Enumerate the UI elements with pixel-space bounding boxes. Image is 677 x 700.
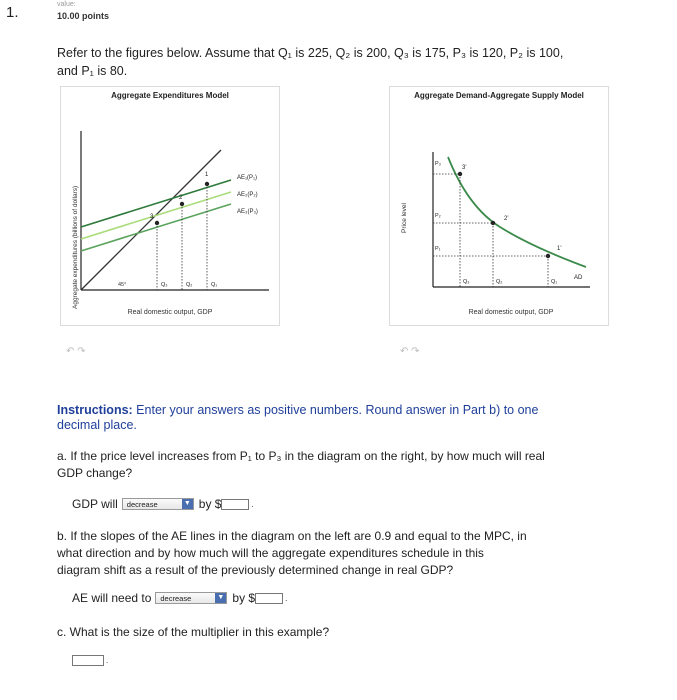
- ae-point-2-label: 2: [179, 195, 183, 201]
- part-a-amount-input[interactable]: [221, 499, 249, 510]
- ad-label: AD: [574, 275, 583, 281]
- prompt-line-2: and P₁ is 80.: [57, 64, 128, 78]
- adas-xlabel: Real domestic output, GDP: [468, 309, 554, 316]
- part-c-answer-row: .: [72, 655, 108, 666]
- adas-undo-redo-icon[interactable]: ↶ ↷: [400, 346, 420, 357]
- part-b-select-value: decrease: [160, 593, 192, 603]
- ae-tick-q1: Q₁: [211, 282, 218, 288]
- part-a-question: [57, 448, 567, 482]
- ae-point-3-label: 3: [150, 214, 154, 220]
- part-c-question: [57, 624, 567, 641]
- part-b-lead: AE will need to: [72, 591, 152, 605]
- ae2-line: [81, 192, 231, 239]
- ae-ylabel: Aggregate expenditures (billions of dollars): [72, 185, 79, 309]
- adas-ytick-p3: P₃: [435, 161, 441, 167]
- ae-model-svg: [61, 87, 279, 325]
- ae-undo-redo-icon[interactable]: ↶ ↷: [66, 346, 86, 357]
- ae-model-title: Aggregate Expenditures Model: [111, 91, 229, 100]
- ae-model-figure: [60, 86, 280, 326]
- dropdown-arrow-icon: ▼: [182, 499, 193, 509]
- adas-ytick-p2: P₂: [435, 213, 441, 219]
- adas-xtick-q1: Q₁: [551, 279, 558, 285]
- ae1-label: AE₁(P₁): [237, 175, 258, 181]
- adas-ylabel: Price level: [401, 203, 408, 233]
- ae-45-label: 45°: [118, 282, 127, 288]
- instructions-label: Instructions:: [57, 403, 133, 417]
- instructions-text: Enter your answers as positive numbers. Round answer in Part b) to one: [132, 403, 539, 417]
- question-number: 1.: [6, 4, 19, 21]
- prompt-line-1: Refer to the figures below. Assume that Q₁ is 225, Q₂ is 200, Q₃ is 175, P₃ is 120, P₂ is 100,: [57, 46, 564, 60]
- part-a-lead: GDP will: [72, 497, 118, 511]
- ae-point-1-label: 1: [205, 172, 209, 178]
- points-label: 10.00 points: [57, 11, 110, 21]
- part-b-amount-input[interactable]: [255, 593, 283, 604]
- dropdown-arrow-icon: ▼: [215, 593, 226, 603]
- ae1-line: [81, 180, 231, 227]
- part-a-direction-select[interactable]: [122, 498, 194, 510]
- adas-point-2-label: 2': [504, 216, 509, 222]
- part-c-multiplier-input[interactable]: [72, 655, 104, 666]
- question-prompt: [57, 44, 577, 80]
- adas-xtick-q3: Q₃: [463, 279, 470, 285]
- part-b-by-label: by $: [232, 591, 256, 605]
- ae3-line: [81, 204, 231, 251]
- part-b-question: [57, 528, 567, 579]
- part-a-line-2: GDP change?: [57, 466, 133, 480]
- adas-point-3-label: 3': [462, 165, 467, 171]
- ae2-label: AE₂(P₂): [237, 192, 258, 198]
- instructions: [57, 403, 577, 433]
- part-b-direction-select[interactable]: [155, 592, 227, 604]
- adas-ytick-p1: P₁: [435, 246, 441, 252]
- instructions-text-2: decimal place.: [57, 418, 137, 432]
- ad-curve: [448, 157, 586, 267]
- ae-xlabel: Real domestic output, GDP: [127, 309, 213, 316]
- part-a-line-1: a. If the price level increases from P₁ to P₃ in the diagram on the right, by how much will real: [57, 449, 545, 463]
- ad-as-model-title: Aggregate Demand-Aggregate Supply Model: [414, 91, 584, 100]
- part-a-answer-row: GDP will decrease ▼ by $ .: [72, 497, 254, 511]
- value-label: value:: [57, 1, 76, 8]
- ae-tick-q3: Q₃: [161, 282, 168, 288]
- part-b-line-3: diagram shift as a result of the previously determined change in real GDP?: [57, 563, 454, 577]
- ad-as-model-figure: [389, 86, 609, 326]
- part-c-line-1: c. What is the size of the multiplier in this example?: [57, 625, 330, 639]
- adas-point-1-label: 1': [557, 246, 562, 252]
- part-a-select-value: decrease: [126, 499, 158, 509]
- ae-tick-q2: Q₂: [186, 282, 193, 288]
- part-b-answer-row: AE will need to decrease ▼ by $ .: [72, 591, 288, 605]
- part-b-line-2: what direction and by how much will the aggregate expenditures schedule in this: [57, 546, 484, 560]
- ae3-label: AE₃(P₃): [237, 209, 258, 215]
- part-a-by-label: by $: [198, 497, 222, 511]
- adas-xtick-q2: Q₂: [496, 279, 503, 285]
- part-b-line-1: b. If the slopes of the AE lines in the diagram on the left are 0.9 and equal to the MPC, in: [57, 529, 527, 543]
- ad-as-model-svg: [390, 87, 608, 325]
